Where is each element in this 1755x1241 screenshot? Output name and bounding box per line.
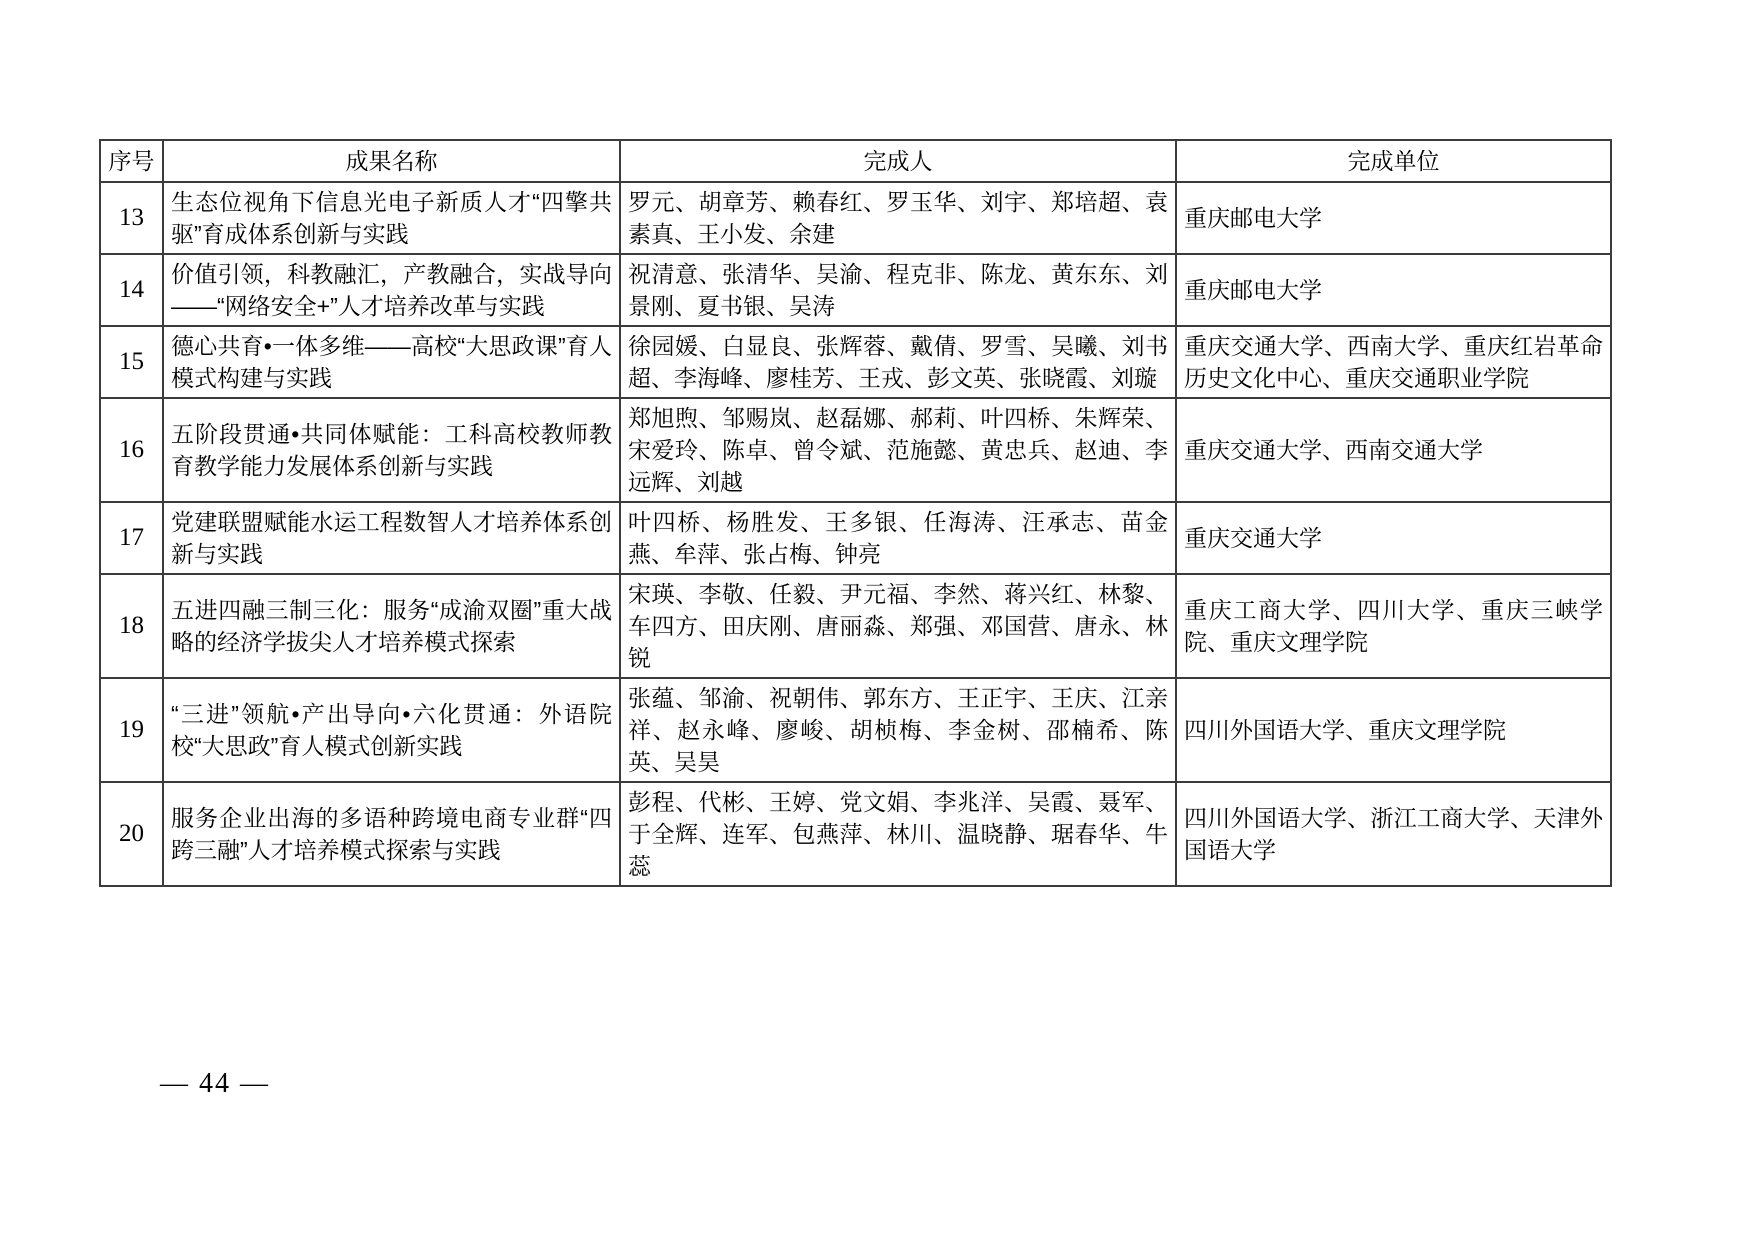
column-header-completers: 完成人 [620,140,1176,182]
table-row [100,678,1611,782]
achievement-name: 服务企业出海的多语种跨境电商专业群“四跨三融”人才培养模式探索与实践 [163,782,620,886]
completers: 张蕴、邹渝、祝朝伟、郭东方、王正宇、王庆、江亲祥、赵永峰、廖峻、胡桢梅、李金树、邵楠希、陈英、吴昊 [620,678,1176,782]
achievement-name: 德心共育•一体多维——高校“大思政课”育人模式构建与实践 [163,326,620,398]
achievement-name: 党建联盟赋能水运工程数智人才培养体系创新与实践 [163,502,620,574]
completers: 郑旭煦、邹赐岚、赵磊娜、郝莉、叶四桥、朱辉荣、宋爱玲、陈卓、曾令斌、范施懿、黄忠兵、赵迪、李远辉、刘越 [620,398,1176,502]
table-row [100,326,1611,398]
achievement-name: 价值引领，科教融汇，产教融合，实战导向——“网络安全+”人才培养改革与实践 [163,254,620,326]
achievement-name: “三进”领航•产出导向•六化贯通：外语院校“大思政”育人模式创新实践 [163,678,620,782]
table-row [100,254,1611,326]
completers: 罗元、胡章芳、赖春红、罗玉华、刘宇、郑培超、袁素真、王小发、余建 [620,182,1176,254]
completers: 祝清意、张清华、吴渝、程克非、陈龙、黄东东、刘景刚、夏书银、吴涛 [620,254,1176,326]
completers: 徐园媛、白显良、张辉蓉、戴倩、罗雪、吴曦、刘书超、李海峰、廖桂芳、王戎、彭文英、张晓霞、刘璇 [620,326,1176,398]
completing-unit: 重庆邮电大学 [1176,254,1611,326]
completers: 叶四桥、杨胜发、王多银、任海涛、汪承志、苗金燕、牟萍、张占梅、钟亮 [620,502,1176,574]
row-number: 18 [100,574,163,678]
table-row [100,398,1611,502]
header-row [100,140,1611,182]
results-table [99,139,1612,887]
achievement-name: 生态位视角下信息光电子新质人才“四擎共驱”育成体系创新与实践 [163,182,620,254]
achievement-name: 五进四融三制三化：服务“成渝双圈”重大战略的经济学拔尖人才培养模式探索 [163,574,620,678]
row-number: 14 [100,254,163,326]
table-row [100,182,1611,254]
row-number: 19 [100,678,163,782]
achievement-name: 五阶段贯通•共同体赋能：工科高校教师教育教学能力发展体系创新与实践 [163,398,620,502]
column-header-achievement-name: 成果名称 [163,140,620,182]
table-row [100,574,1611,678]
table-row [100,502,1611,574]
completing-unit: 四川外国语大学、浙江工商大学、天津外国语大学 [1176,782,1611,886]
row-number: 20 [100,782,163,886]
completers: 彭程、代彬、王婷、党文娟、李兆洋、吴霞、聂军、于全辉、连军、包燕萍、林川、温晓静、琚春华、牛蕊 [620,782,1176,886]
table-row [100,782,1611,886]
row-number: 16 [100,398,163,502]
completing-unit: 四川外国语大学、重庆文理学院 [1176,678,1611,782]
page-number: — 44 — [160,1068,270,1099]
completers: 宋瑛、李敬、任毅、尹元福、李然、蒋兴红、林黎、车四方、田庆刚、唐丽淼、郑强、邓国营、唐永、林锐 [620,574,1176,678]
completing-unit: 重庆工商大学、四川大学、重庆三峡学院、重庆文理学院 [1176,574,1611,678]
row-number: 15 [100,326,163,398]
completing-unit: 重庆邮电大学 [1176,182,1611,254]
completing-unit: 重庆交通大学 [1176,502,1611,574]
row-number: 17 [100,502,163,574]
row-number: 13 [100,182,163,254]
completing-unit: 重庆交通大学、西南大学、重庆红岩革命历史文化中心、重庆交通职业学院 [1176,326,1611,398]
completing-unit: 重庆交通大学、西南交通大学 [1176,398,1611,502]
column-header-completing-unit: 完成单位 [1176,140,1611,182]
column-header-index: 序号 [100,140,163,182]
